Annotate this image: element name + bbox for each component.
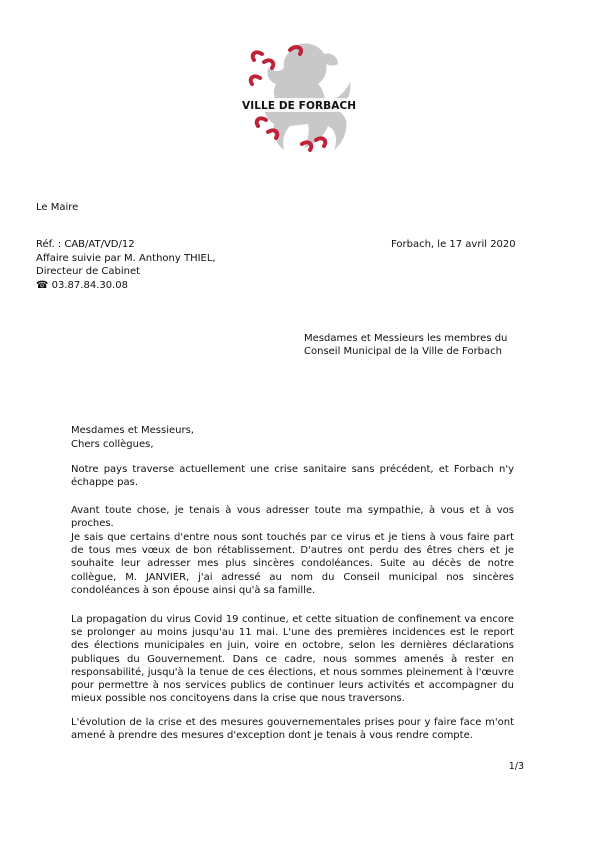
lion-crest-icon [238, 40, 357, 158]
phone-line [36, 279, 128, 292]
followed-by: Affaire suivie par M. Anthony THIEL, [36, 253, 216, 264]
phone-icon: ☎ [36, 280, 49, 291]
phone-number: 03.87.84.30.08 [51, 280, 128, 291]
recipient-line-2: Conseil Municipal de la Ville de Forbach [304, 346, 502, 357]
ville-de-forbach-logo [238, 40, 357, 158]
salutation-line-1: Mesdames et Messieurs, [71, 425, 194, 436]
recipient-line-1: Mesdames et Messieurs les membres du [304, 333, 508, 344]
role: Directeur de Cabinet [36, 266, 141, 277]
paragraph-4: La propagation du virus Covid 19 continue, et cette situation de confinement va encore se prolonger au moins jusqu'au 11 mai. L'une des premières incidences est le report des élections municipales en juin, voire en octobre, selon les dernières déclarations publiques du Gouvernement. Dans ce cadre, nous sommes amenés à rester en responsabilité, jusqu'à la tenue de ces élections, et nous sommes pleinement à l'œuvre pour permettre à nos services publics de continuer leurs activités et accompagner du mieux possible nos concitoyens dans la crise que nous traversons. [71, 614, 514, 705]
paragraph-5: L'évolution de la crise et des mesures gouvernementales prises pour y faire face m'ont amené à prendre des mesures d'exception dont je tenais à vous rendre compte. [71, 717, 514, 742]
place-date: Forbach, le 17 avril 2020 [391, 239, 516, 250]
paragraph-3: Je sais que certains d'entre nous sont touchés par ce virus et je tiens à vous faire part de tous mes vœux de bon rétablissement. D'autres ont perdu des êtres chers et je souhaite leur adresser mes plus sincères condoléances. Suite au décès de notre collègue, M. JANVIER, j'ai adressé au nom du Conseil municipal nos sincères condoléances à son épouse ainsi qu'à sa famille. [71, 532, 514, 596]
paragraph-1: Notre pays traverse actuellement une crise sanitaire sans précédent, et Forbach n'y échappe pas. [71, 464, 514, 489]
sender-title: Le Maire [36, 202, 79, 213]
salutation-line-2: Chers collègues, [71, 439, 154, 450]
logo-text: VILLE DE FORBACH [242, 100, 357, 112]
reference-code: Réf. : CAB/AT/VD/12 [36, 239, 135, 250]
paragraph-2: Avant toute chose, je tenais à vous adresser toute ma sympathie, à vous et à vos proches. [71, 505, 514, 530]
page-number: 1/3 [508, 761, 524, 772]
